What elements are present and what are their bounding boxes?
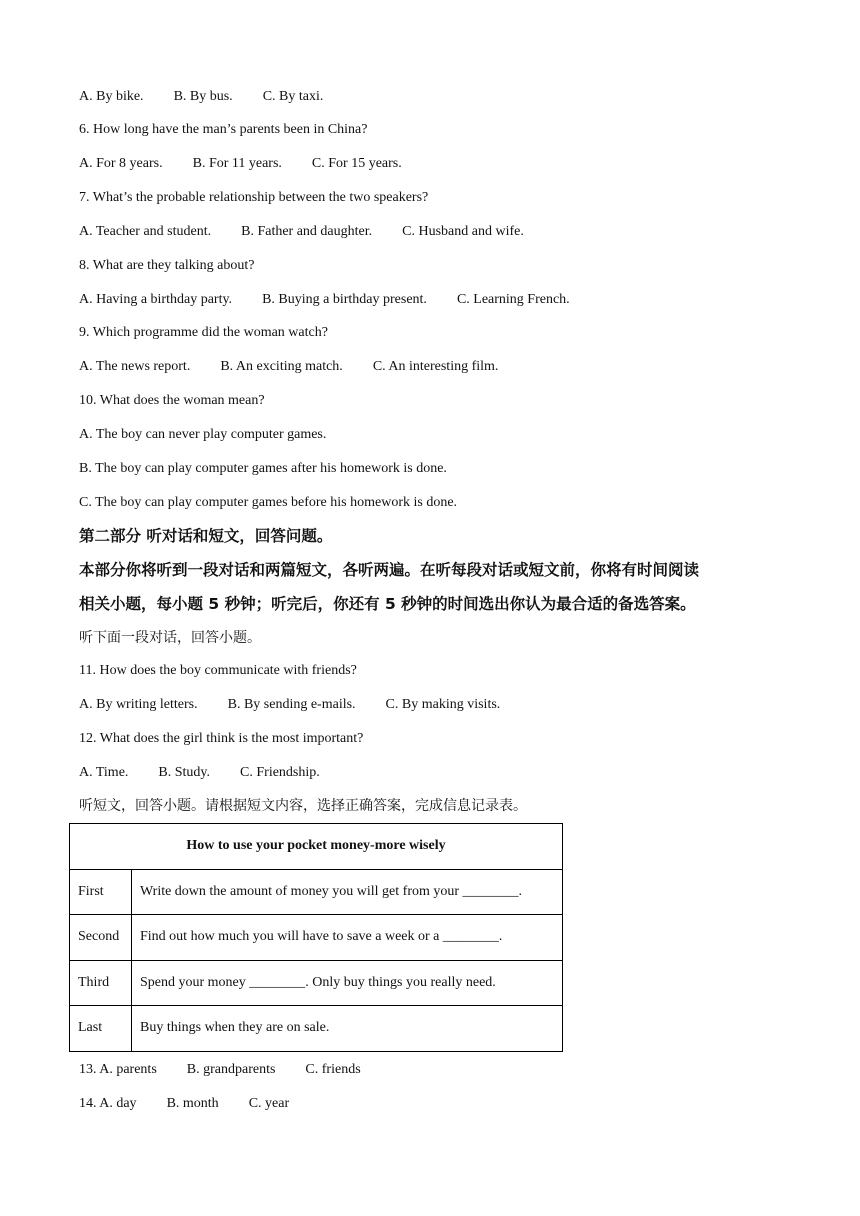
- q13-options: [79, 1060, 361, 1080]
- q5-options: [79, 87, 323, 107]
- q5-option-c: C. By taxi.: [262, 89, 324, 104]
- q11-option-a: A. By writing letters.: [79, 697, 198, 712]
- q5-option-a: A. By bike.: [79, 89, 144, 104]
- table-row: [70, 915, 563, 961]
- q8-question: 8. What are they talking about?: [79, 258, 255, 273]
- part2-instruction-line1: 本部分你将听到一段对话和两篇短文，各听两遍。在听每段对话或短文前，你将有时间阅读: [79, 561, 700, 579]
- passage-intro: 听短文，回答小题。请根据短文内容，选择正确答案，完成信息记录表。: [79, 798, 527, 814]
- q11-option-b: B. By sending e-mails.: [227, 697, 356, 712]
- q12-option-a: A. Time.: [79, 765, 129, 780]
- q12-question: 12. What does the girl think is the most important?: [79, 731, 364, 746]
- info-record-table: [69, 823, 563, 1052]
- table-row-label: Second: [70, 915, 132, 961]
- q8-option-b: B. Buying a birthday present.: [262, 292, 427, 307]
- q11-option-c: C. By making visits.: [385, 697, 501, 712]
- q6-option-b: B. For 11 years.: [192, 156, 282, 171]
- q13-option-a: 13. A. parents: [79, 1062, 157, 1077]
- table-row: [70, 869, 563, 915]
- q12-options: [79, 763, 320, 783]
- q9-question: 9. Which programme did the woman watch?: [79, 325, 328, 340]
- q10-option-b: B. The boy can play computer games after his homework is done.: [79, 461, 447, 476]
- q5-option-b: B. By bus.: [173, 89, 233, 104]
- q6-options: [79, 154, 402, 174]
- q6-option-c: C. For 15 years.: [311, 156, 402, 171]
- q8-option-a: A. Having a birthday party.: [79, 292, 233, 307]
- q8-options: [79, 290, 570, 310]
- table-title-row: [70, 824, 563, 870]
- table-title: How to use your pocket money-more wisely: [70, 824, 563, 870]
- table-row-text: Write down the amount of money you will get from your ________.: [132, 869, 563, 915]
- q12-option-b: B. Study.: [158, 765, 211, 780]
- q11-options: [79, 695, 500, 715]
- q7-option-a: A. Teacher and student.: [79, 224, 212, 239]
- table-row-label: Last: [70, 1006, 132, 1052]
- table-row-label: Third: [70, 960, 132, 1006]
- q12-option-c: C. Friendship.: [240, 765, 320, 780]
- q14-option-c: C. year: [248, 1096, 290, 1111]
- table-row-text: Spend your money ________. Only buy things you really need.: [132, 960, 563, 1006]
- q13-option-b: B. grandparents: [186, 1062, 276, 1077]
- dialogue-intro: 听下面一段对话，回答小题。: [79, 630, 261, 646]
- q7-option-b: B. Father and daughter.: [241, 224, 373, 239]
- q6-option-a: A. For 8 years.: [79, 156, 163, 171]
- q9-option-b: B. An exciting match.: [220, 359, 343, 374]
- table-row-label: First: [70, 869, 132, 915]
- q6-question: 6. How long have the man’s parents been in China?: [79, 122, 368, 137]
- q14-options: [79, 1094, 289, 1114]
- q9-option-a: A. The news report.: [79, 359, 191, 374]
- q14-option-a: 14. A. day: [79, 1096, 137, 1111]
- q7-option-c: C. Husband and wife.: [402, 224, 524, 239]
- table-row-text: Buy things when they are on sale.: [132, 1006, 563, 1052]
- q7-question: 7. What’s the probable relationship between the two speakers?: [79, 190, 429, 205]
- q9-option-c: C. An interesting film.: [372, 359, 499, 374]
- q11-question: 11. How does the boy communicate with friends?: [79, 663, 357, 678]
- q10-option-a: A. The boy can never play computer games.: [79, 427, 327, 442]
- table-row-text: Find out how much you will have to save a week or a ________.: [132, 915, 563, 961]
- q7-options: [79, 222, 524, 242]
- table-row: [70, 960, 563, 1006]
- q14-option-b: B. month: [166, 1096, 219, 1111]
- q10-option-c: C. The boy can play computer games before his homework is done.: [79, 495, 458, 510]
- q10-question: 10. What does the woman mean?: [79, 393, 265, 408]
- part2-heading: 第二部分 听对话和短文，回答问题。: [79, 527, 333, 545]
- q8-option-c: C. Learning French.: [456, 292, 570, 307]
- q9-options: [79, 357, 498, 377]
- part2-instruction-line2: 相关小题，每小题 5 秒钟；听完后，你还有 5 秒钟的时间选出你认为最合适的备选答案。: [79, 595, 696, 613]
- table-row: [70, 1006, 563, 1052]
- q13-option-c: C. friends: [305, 1062, 361, 1077]
